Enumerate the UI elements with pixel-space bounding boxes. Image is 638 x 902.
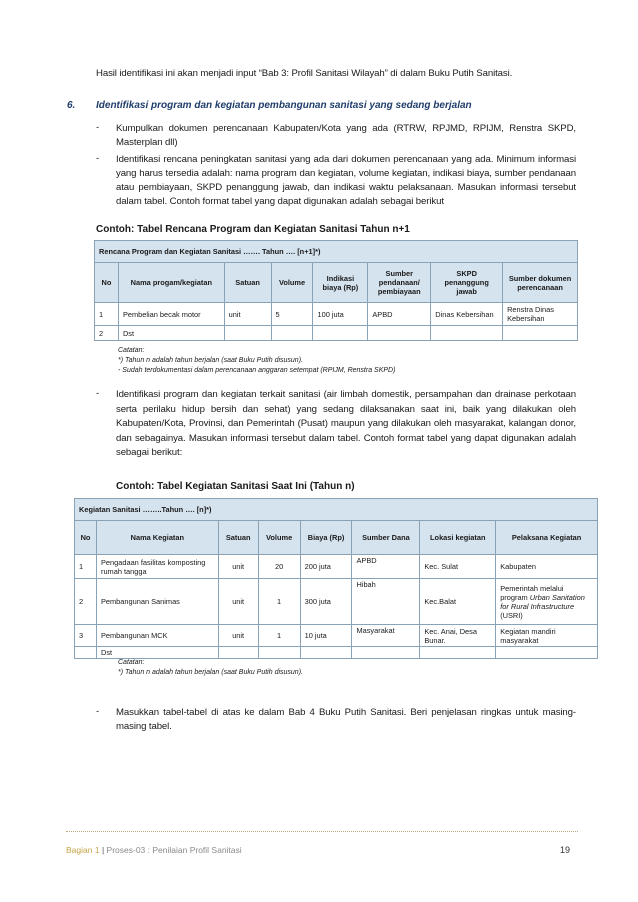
table-cell: 3 [75,625,97,647]
table-cell [271,326,313,341]
table-cell: 100 juta [313,303,368,326]
table-cell: 5 [271,303,313,326]
table-cell [368,326,431,341]
table-cell [218,647,258,659]
table-cell: Kec. Anai, Desa Bunar. [420,625,496,647]
table1-title: Contoh: Tabel Rencana Program dan Kegiatan Sanitasi Tahun n+1 [96,224,410,235]
table-row [95,303,578,326]
table-cell: unit [218,555,258,579]
table-cell [75,647,97,659]
table-row [75,555,598,579]
bullet-dash: - [96,153,100,164]
bullet-item-1: Kumpulkan dokumen perencanaan Kabupaten/Kota yang ada (RTRW, RPJMD, RPIJM, Renstra SKPD, Masterplan dll) [116,123,576,148]
table-cell [224,326,271,341]
table-cell-pelaksana [496,579,598,625]
table-cell: Dst [118,326,224,341]
footer-separator: | [101,845,105,855]
table-header: SKPD penanggung jawab [431,263,503,303]
footer-divider [66,831,578,832]
table-cell: Pembangunan Sanimas [96,579,218,625]
intro-text: Hasil identifikasi ini akan menjadi input “Bab 3: Profil Sanitasi Wilayah” di dalam Buku Putih Sanitasi. [96,68,513,79]
table-header: Sumber dokumen perencanaan [503,263,578,303]
table-cell: Pembelian becak motor [118,303,224,326]
table-header: Pelaksana Kegiatan [496,521,598,555]
table-cell [503,326,578,341]
table-cell: 10 juta [300,625,352,647]
table-row [75,579,598,625]
pelaksana-line1: Pemerintah melalui [500,583,564,593]
table-header: Nama progam/kegiatan [118,263,224,303]
bullet-item-3: Identifikasi program dan kegiatan terkait sanitasi (air limbah domestik, persampahan dan drainase perkotaan serta perilaku hidup bersih dan sehat) yang sedang dilaksanakan saat ini, baik yang dilakukan oleh Kabupaten/Kota, Provinsi, dan Pemerintah (Pusat) maupun yang dilakukan oleh masyarakat, kalangan donor, dan sebagainya. Masukan informasi tersebut dalam tabel. Contoh format tabel yang dapat digunakan adalah sebagai berikut: [116,389,576,458]
table-cell: APBD [352,555,420,579]
table-row [95,326,578,341]
table-cell: Kec.Balat [420,579,496,625]
table-cell: Pengadaan fasilitas komposting rumah tangga [96,555,218,579]
table-cell: unit [218,625,258,647]
table-header: Biaya (Rp) [300,521,352,555]
table-cell: Dinas Kebersihan [431,303,503,326]
table-cell [258,647,300,659]
table-cell [300,647,352,659]
table-cell: unit [224,303,271,326]
table-header: Volume [271,263,313,303]
footer-text: Proses-03 : Penilaian Profil Sanitasi [106,845,242,855]
table-header: Satuan [224,263,271,303]
footer-part: Bagian 1 [66,845,100,855]
table-cell [352,647,420,659]
section-title: Identifikasi program dan kegiatan pembangunan sanitasi yang sedang berjalan [96,100,472,111]
table-cell: Renstra Dinas Kebersihan [503,303,578,326]
bullet-item-4: Masukkan tabel-tabel di atas ke dalam Bab 4 Buku Putih Sanitasi. Beri penjelasan ringkas untuk masing-masing tabel. [116,707,576,732]
table2-note-label: Catatan: [118,659,145,666]
table-header: No [75,521,97,555]
footer [66,845,242,855]
table-header: Sumber Dana [352,521,420,555]
table-header: Volume [258,521,300,555]
table-header: Satuan [218,521,258,555]
table-cell: 2 [95,326,119,341]
table-cell: 2 [75,579,97,625]
table-cell: 20 [258,555,300,579]
table2-title: Contoh: Tabel Kegiatan Sanitasi Saat Ini (Tahun n) [116,481,355,492]
table-cell: Masyarakat [352,625,420,647]
pelaksana-tail: (USRI) [500,610,523,620]
table-cell: APBD [368,303,431,326]
bullet-dash: - [96,706,100,717]
table2-note-1: *) Tahun n adalah tahun berjalan (saat Buku Putih disusun). [118,669,303,676]
table-cell: Pembangunan MCK [96,625,218,647]
table2-caption: Kegiatan Sanitasi ……..Tahun …. [n]*) [75,499,598,521]
table1-note-2: - Sudah terdokumentasi dalam perencanaan anggaran setempat (RPIJM, Renstra SKPD) [118,367,396,374]
table-cell: Dst [96,647,218,659]
table-header: Indikasi biaya (Rp) [313,263,368,303]
table-cell: Kegiatan mandiri masyarakat [496,625,598,647]
bullet-item-2: Identifikasi rencana peningkatan sanitasi yang ada dari dokumen perencanaan yang ada. Minimum informasi yang harus tersedia adalah: nama program dan kegiatan, volume kegiatan, indikasi biaya, sumber pendanaan atau pembiayaan, SKPD penanggung jawab, dan indikasi waktu pelaksanaan. Masukan informasi tersebut dalam tabel. Contoh format tabel yang dapat digunakan adalah sebagai berikut [116,154,576,207]
table-cell: 300 juta [300,579,352,625]
table-kegiatan-sanitasi [74,498,598,659]
page-number: 19 [560,845,571,855]
table-cell: 1 [258,625,300,647]
bullet-dash: - [96,122,100,133]
table-header: Sumber pendanaan/ pembiayaan [368,263,431,303]
table-cell: Kec. Sulat [420,555,496,579]
table-cell: Hibah [352,579,420,625]
table-cell [431,326,503,341]
table-rencana-program [94,240,578,341]
table-cell: 200 juta [300,555,352,579]
table-cell: 1 [95,303,119,326]
table1-note-label: Catatan: [118,347,145,354]
table-cell: 1 [75,555,97,579]
table-cell [496,647,598,659]
table-header: No [95,263,119,303]
table-cell: 1 [258,579,300,625]
table-cell: Kabupaten [496,555,598,579]
table-row [75,625,598,647]
table1-caption: Rencana Program dan Kegiatan Sanitasi ……. Tahun …. [n+1]*) [95,241,578,263]
pelaksana-line2: program [500,592,530,602]
table-header: Lokasi kegiatan [420,521,496,555]
bullet-dash: - [96,388,100,399]
pelaksana-program-name: Urban Sanitation for Rural Infrastructure [500,592,585,611]
table-row [75,647,598,659]
table1-note-1: *) Tahun n adalah tahun berjalan (saat Buku Putih disusun). [118,357,303,364]
table-cell: unit [218,579,258,625]
section-number: 6. [67,100,76,111]
table-cell [420,647,496,659]
table-header: Nama Kegiatan [96,521,218,555]
table-cell [313,326,368,341]
